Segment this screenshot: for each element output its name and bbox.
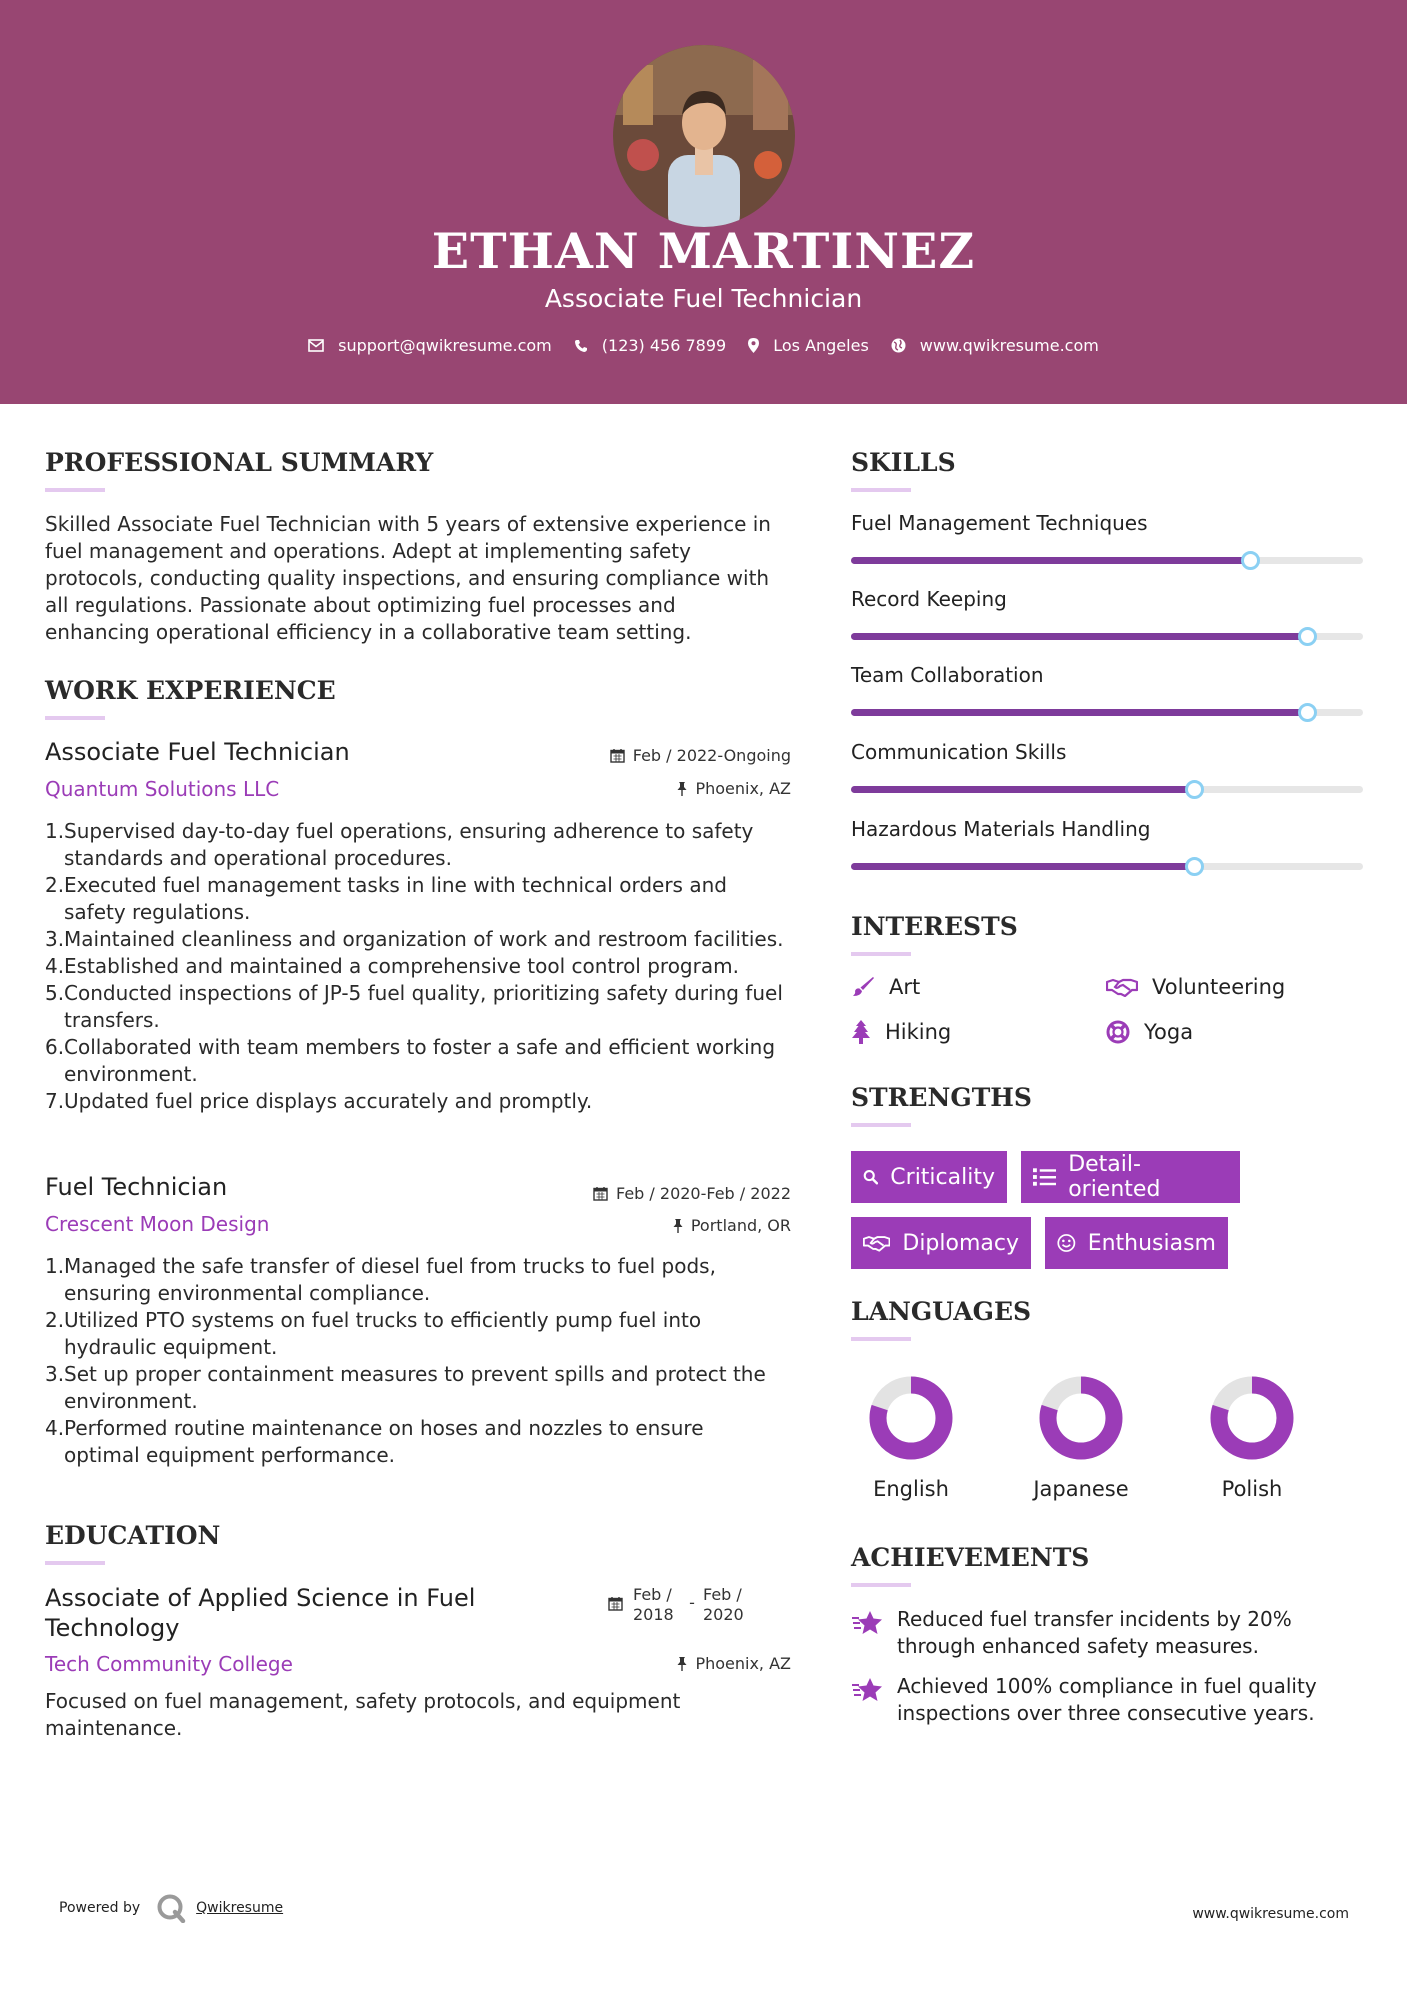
language-donut [841,1375,981,1465]
interest-label: Yoga [1144,1020,1194,1044]
achievements-underline [851,1583,911,1587]
list-item: 4. Established and maintained a comprehensive tool control program. [45,954,739,978]
achievement-item [851,1606,1331,1660]
skill-bar-fill [851,557,1250,564]
education-location-text: Phoenix, AZ [695,1654,791,1673]
list-item: 2. Utilized PTO systems on fuel trucks to efficiently pump fuel into hydraulic equipment. [45,1308,702,1359]
pushpin-icon [677,782,687,796]
tree-icon [851,1020,871,1044]
search-icon [863,1166,878,1188]
handshake-icon [863,1233,890,1253]
skill-level-knob [1298,703,1317,722]
skills-heading: SKILLS [851,448,956,477]
language-label: Polish [1221,1477,1283,1501]
summary-text: Skilled Associate Fuel Technician with 5 years of extensive experience in fuel management and operations. Adept at implementing safety protocols, conducting quality inspections, and ensuring compliance with all regulations. Passionate about optimizing fuel processes and enhancing operational efficiency in a collaborative team setting. [45,512,771,644]
qwikresume-link[interactable]: Qwikresume [196,1900,284,1916]
interest-label: Hiking [885,1020,952,1044]
map-pin-icon [748,338,759,353]
language-label: English [873,1477,949,1501]
achievement-text: Achieved 100% compliance in fuel quality inspections over three consecutive years. [897,1674,1317,1725]
strengths-underline [851,1123,911,1127]
education-description: Focused on fuel management, safety protocols, and equipment maintenance. [45,1689,681,1740]
job-bullets [45,1253,785,1469]
bullet-text: Managed the safe transfer of diesel fuel from trucks to fuel pods, ensuring environmental compliance. [64,1254,716,1305]
skill-bar-fill [851,863,1194,870]
education-heading: EDUCATION [45,1521,221,1550]
contact-phone[interactable] [574,336,726,355]
languages-underline [851,1337,911,1341]
contact-email[interactable] [308,336,552,355]
skill-level-knob [1241,551,1260,570]
skill-bar-track [851,863,1363,870]
job-location [560,1216,791,1235]
calendar-icon [610,748,625,763]
list-item: 2. Executed fuel management tasks in line with technical orders and safety regulations. [45,873,727,924]
skill-label: Record Keeping [851,587,1007,611]
education-end: Feb / 2020 [703,1585,744,1624]
contact-location [748,336,869,355]
summary-underline [45,488,105,492]
school-name: Tech Community College [45,1652,293,1676]
skill-bar-track [851,786,1363,793]
candidate-name: ETHAN MARTINEZ [431,222,976,280]
skill-level-knob [1298,627,1317,646]
achievement-item [851,1673,1341,1727]
strength-label: Criticality [890,1164,995,1190]
interest-item [1106,975,1285,999]
education-dates [608,1585,751,1625]
job-location [560,779,791,798]
strength-tag [851,1217,1031,1269]
footer-powered [59,1893,283,1923]
list-item: 4. Performed routine maintenance on hoses and nozzles to ensure optimal equipment performance. [45,1416,704,1467]
calendar-icon [593,1186,608,1201]
language-item [1182,1375,1322,1501]
lifebuoy-icon [1106,1020,1130,1044]
languages-heading: LANGUAGES [851,1297,1032,1326]
list-item: 1. Managed the safe transfer of diesel fuel from trucks to fuel pods, ensuring environmental compliance. [45,1254,716,1305]
list-item: 6. Collaborated with team members to foster a safe and efficient working environment. [45,1035,776,1086]
envelope-icon [308,339,324,352]
bullet-text: Set up proper containment measures to prevent spills and protect the environment. [64,1362,766,1413]
strength-label: Diplomacy [902,1230,1019,1256]
job-bullets [45,818,785,1115]
skill-label: Team Collaboration [851,663,1044,687]
list-item: 3. Maintained cleanliness and organization of work and restroom facilities. [45,927,784,951]
language-donut [1182,1375,1322,1465]
interest-item [851,1020,951,1044]
skill-bar-fill [851,633,1307,640]
skill-label: Communication Skills [851,740,1067,764]
email-text: support@qwikresume.com [338,336,552,355]
strength-tag [851,1151,1007,1203]
globe-icon [891,338,906,353]
strength-tag [1045,1217,1228,1269]
job-dates [560,746,791,765]
summary-heading: PROFESSIONAL SUMMARY [45,448,434,477]
skill-level-knob [1185,780,1204,799]
skill-bar-track [851,633,1363,640]
handshake-icon [1106,977,1138,997]
resume-header [0,0,1407,404]
achievements-heading: ACHIEVEMENTS [851,1543,1090,1572]
bullet-text: Maintained cleanliness and organization of work and restroom facilities. [64,927,784,951]
interest-item [1106,1020,1193,1044]
skill-bar-fill [851,709,1307,716]
language-label: Japanese [1033,1477,1129,1501]
date-separator: - [689,1593,695,1612]
interest-label: Art [889,975,921,999]
star-icon [851,1677,883,1703]
skill-bar-fill [851,786,1194,793]
education-underline [45,1561,105,1565]
website-text: www.qwikresume.com [919,336,1099,355]
job-dates [540,1184,791,1203]
qwikresume-logo-icon [156,1893,186,1923]
star-icon [851,1610,883,1636]
list-icon [1033,1167,1056,1187]
phone-text: (123) 456 7899 [601,336,727,355]
language-item [1011,1375,1151,1501]
bullet-text: Updated fuel price displays accurately and promptly. [64,1089,593,1113]
skill-label: Hazardous Materials Handling [851,817,1151,841]
contact-website[interactable] [891,336,1099,355]
list-item: 3. Set up proper containment measures to prevent spills and protect the environment. [45,1362,766,1413]
job-title: Associate Fuel Technician [45,738,350,766]
list-item: 1. Supervised day-to-day fuel operations, ensuring adherence to safety standards and operational procedures. [45,819,754,870]
degree-line: Technology [45,1614,180,1642]
list-item: 7. Updated fuel price displays accurately and promptly. [45,1089,593,1113]
interests-heading: INTERESTS [851,912,1018,941]
language-donut [1011,1375,1151,1465]
interest-label: Volunteering [1152,975,1286,999]
degree-title [45,1583,505,1643]
pushpin-icon [673,1219,683,1233]
education-start: Feb / 2018 [633,1585,674,1624]
job-location-text: Phoenix, AZ [695,779,791,798]
degree-line: Associate of Applied Science in Fuel [45,1584,476,1612]
skill-level-knob [1185,857,1204,876]
contact-bar [0,336,1407,355]
job-dates-text: Feb / 2020-Feb / 2022 [616,1184,791,1203]
interests-underline [851,952,911,956]
experience-heading: WORK EXPERIENCE [45,676,336,705]
skill-label: Fuel Management Techniques [851,511,1148,535]
phone-icon [574,339,588,353]
skill-bar-track [851,709,1363,716]
job-dates-text: Feb / 2022-Ongoing [632,746,791,765]
strengths-heading: STRENGTHS [851,1083,1032,1112]
pushpin-icon [677,1657,687,1671]
company-name: Crescent Moon Design [45,1212,270,1236]
strength-label: Detail-oriented [1068,1152,1161,1202]
paintbrush-icon [851,976,875,998]
achievement-text: Reduced fuel transfer incidents by 20% through enhanced safety measures. [897,1607,1292,1658]
interest-item [851,975,920,999]
calendar-icon [608,1596,623,1611]
job-title: Fuel Technician [45,1173,228,1201]
powered-by-text: Powered by [59,1900,141,1916]
bullet-text: Supervised day-to-day fuel operations, ensuring adherence to safety standards and operational procedures. [64,819,754,870]
company-name: Quantum Solutions LLC [45,777,280,801]
job-location-text: Portland, OR [690,1216,791,1235]
bullet-text: Executed fuel management tasks in line with technical orders and safety regulations. [64,873,727,924]
bullet-text: Performed routine maintenance on hoses and nozzles to ensure optimal equipment performance. [64,1416,704,1467]
bullet-text: Collaborated with team members to foster a safe and efficient working environment. [64,1035,776,1086]
bullet-text: Conducted inspections of JP-5 fuel quality, prioritizing safety during fuel transfers. [64,981,783,1032]
education-location [560,1654,791,1673]
strength-tag [1021,1151,1240,1203]
list-item: 5. Conducted inspections of JP-5 fuel quality, prioritizing safety during fuel transfers. [45,981,783,1032]
skill-bar-track [851,557,1363,564]
profile-photo [613,45,795,227]
strength-label: Enthusiasm [1087,1230,1216,1256]
footer-website[interactable]: www.qwikresume.com [1192,1906,1349,1922]
bullet-text: Established and maintained a comprehensive tool control program. [64,954,739,978]
candidate-role: Associate Fuel Technician [544,284,863,313]
language-item [841,1375,981,1501]
experience-underline [45,716,105,720]
smile-icon [1057,1232,1076,1254]
location-text: Los Angeles [773,336,869,355]
bullet-text: Utilized PTO systems on fuel trucks to efficiently pump fuel into hydraulic equipment. [64,1308,702,1359]
skills-underline [851,488,911,492]
